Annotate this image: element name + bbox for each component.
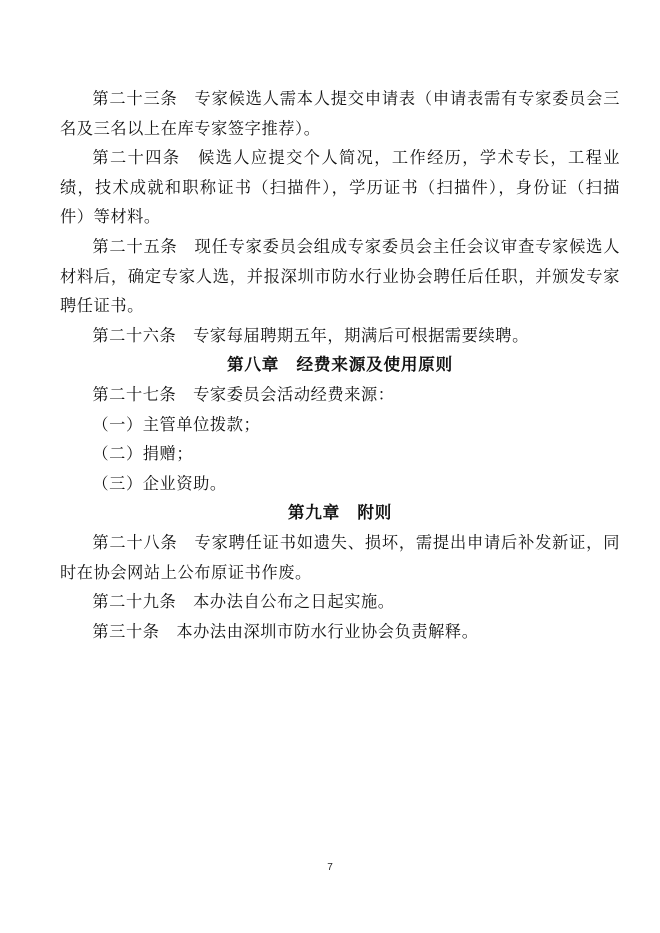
article-27: 第二十七条 专家委员会活动经费来源： xyxy=(92,384,395,404)
article-27-item-2: （二）捐赠； xyxy=(92,444,194,464)
article-28: 第二十八条 专家聘任证书如遗失、损坏，需提出申请后补发新证，同时在协会网站上公布原证书作废。 xyxy=(60,532,620,582)
article-30: 第三十条 本办法由深圳市防水行业协会负责解释。 xyxy=(92,621,479,641)
chapter-9-heading: 第九章 附则 xyxy=(287,502,393,523)
page-number: 7 xyxy=(327,862,333,873)
article-24: 第二十四条 候选人应提交个人简况，工作经历，学术专长，工程业绩，技术成就和职称证书（扫描件），学历证书（扫描件），身份证（扫描件）等材料。 xyxy=(60,148,620,227)
chapter-8-heading: 第八章 经费来源及使用原则 xyxy=(226,354,454,375)
article-23: 第二十三条 专家候选人需本人提交申请表（申请表需有专家委员会三名及三名以上在库专家签字推荐）。 xyxy=(60,89,620,138)
article-25: 第二十五条 现任专家委员会组成专家委员会主任会议审查专家候选人材料后，确定专家人选，并报深圳市防水行业协会聘任后任职，并颁发专家聘任证书。 xyxy=(60,236,620,316)
article-26: 第二十六条 专家每届聘期五年，期满后可根据需要续聘。 xyxy=(92,325,529,345)
document-body xyxy=(60,84,620,646)
article-27-item-3: （三）企业资助。 xyxy=(92,473,227,493)
article-29: 第二十九条 本办法自公布之日起实施。 xyxy=(92,592,395,612)
article-27-item-1: （一）主管单位拨款； xyxy=(92,414,261,434)
